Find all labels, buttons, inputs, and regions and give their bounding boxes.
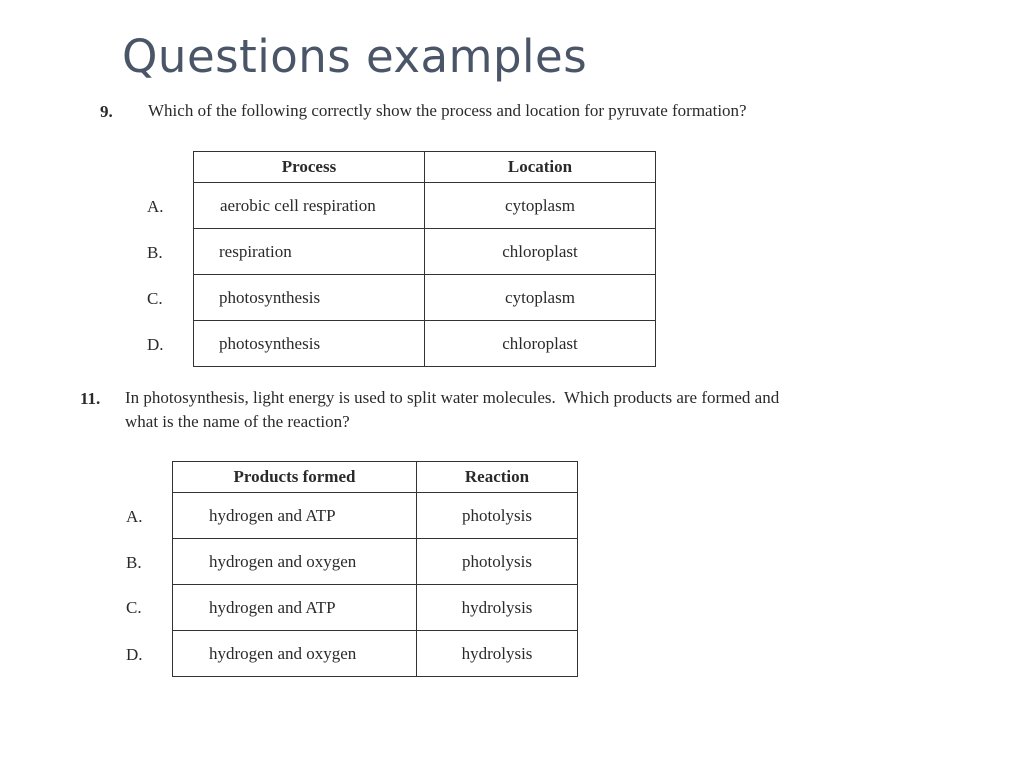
table-row [173,539,578,585]
q9-a-location: cytoplasm [425,183,656,229]
table-row [173,493,578,539]
q11-a-products: hydrogen and ATP [173,493,417,539]
q9-option-d-letter: D. [147,335,164,354]
q11-option-b-letter: B. [126,553,142,572]
q9-c-location: cytoplasm [425,275,656,321]
q9-c-process: photosynthesis [194,275,425,321]
q9-d-location: chloroplast [425,321,656,367]
q11-c-products: hydrogen and ATP [173,585,417,631]
question-9-number: 9. [100,102,113,121]
question-9-table [193,151,656,367]
q9-b-process: respiration [194,229,425,275]
q11-b-reaction: photolysis [417,539,578,585]
question-11-text-line-1: In photosynthesis, light energy is used to split water molecules. Which products are formed and [125,388,780,407]
q11-option-c-letter: C. [126,598,142,617]
table-row [194,229,656,275]
table-row [173,585,578,631]
slide-title: Questions examples [122,30,588,83]
q9-b-location: chloroplast [425,229,656,275]
q11-option-a-letter: A. [126,507,143,526]
q11-b-products: hydrogen and oxygen [173,539,417,585]
q11-header-reaction: Reaction [417,462,578,493]
q11-c-reaction: hydrolysis [417,585,578,631]
table-row [194,275,656,321]
q9-option-b-letter: B. [147,243,163,262]
q11-option-d-letter: D. [126,645,143,664]
q11-header-products: Products formed [173,462,417,493]
question-11-text-line-2: what is the name of the reaction? [125,412,350,431]
q9-header-location: Location [425,152,656,183]
table-row [173,631,578,677]
q9-a-process: aerobic cell respiration [194,183,425,229]
q9-header-process: Process [194,152,425,183]
q11-d-reaction: hydrolysis [417,631,578,677]
question-9-text: Which of the following correctly show the process and location for pyruvate formation? [148,101,747,120]
q9-option-a-letter: A. [147,197,164,216]
q11-d-products: hydrogen and oxygen [173,631,417,677]
q9-option-c-letter: C. [147,289,163,308]
question-11-number: 11. [80,389,101,408]
q11-a-reaction: photolysis [417,493,578,539]
q9-d-process: photosynthesis [194,321,425,367]
table-row [194,183,656,229]
question-11-table [172,461,578,677]
table-row [194,321,656,367]
